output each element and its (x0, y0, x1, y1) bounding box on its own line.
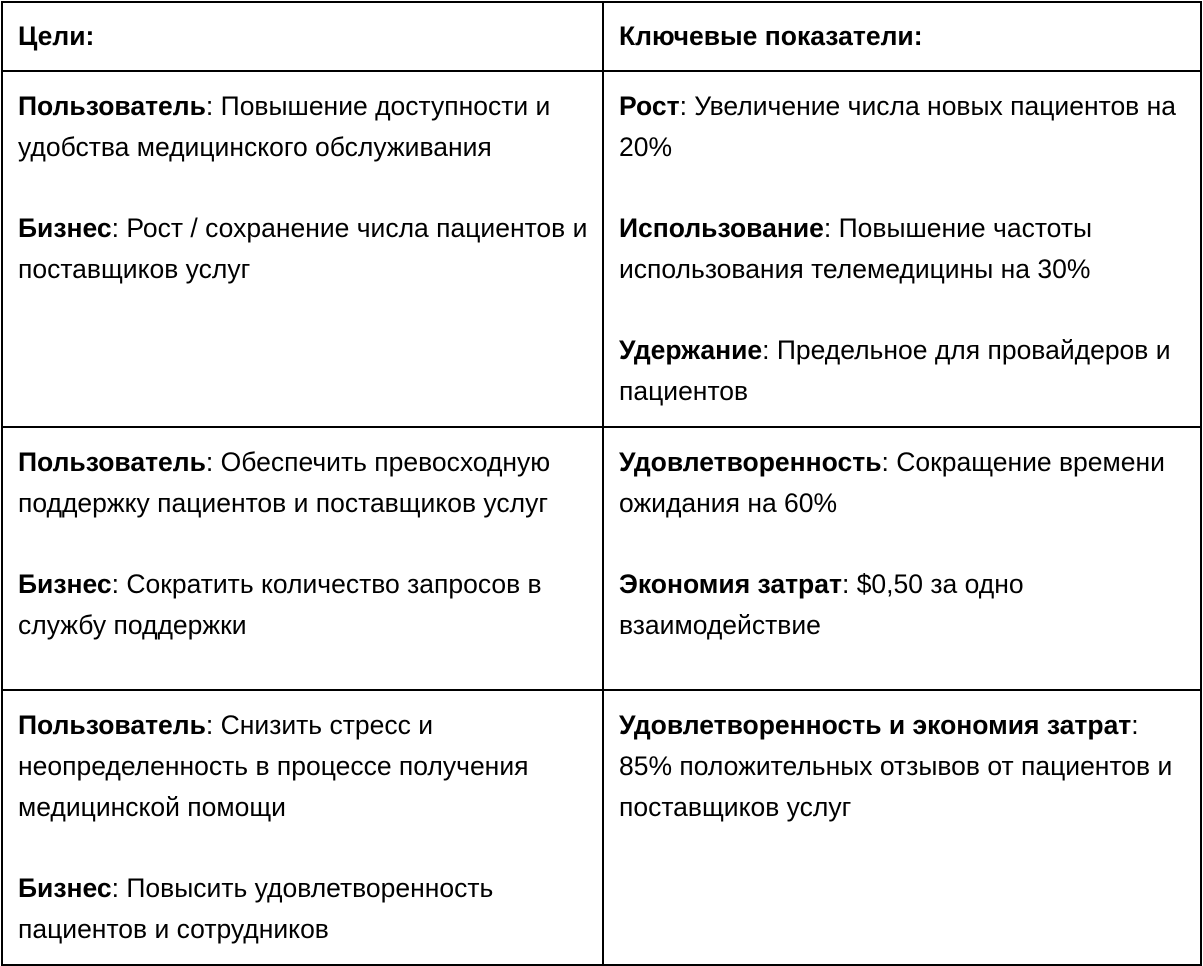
goal-label: Бизнес (18, 213, 112, 243)
metric-label: Рост (619, 91, 680, 121)
metrics-cell (603, 71, 1201, 427)
goal-entry (18, 86, 588, 168)
metric-text: : Сокращение времени ожидания на 60% (619, 447, 1165, 518)
table-row (2, 71, 1201, 427)
metrics-cell (603, 427, 1201, 690)
table-row (2, 690, 1201, 965)
goal-label: Бизнес (18, 873, 112, 903)
goal-text: : Рост / сохранение числа пациентов и поставщиков услуг (18, 213, 588, 284)
goal-entry (18, 564, 588, 646)
goal-label: Пользователь (18, 91, 206, 121)
metric-entry (619, 208, 1186, 290)
metric-label: Экономия затрат (619, 569, 842, 599)
goal-entry (18, 208, 588, 290)
table-row (2, 427, 1201, 690)
goal-text: : Повышение доступности и удобства медицинского обслуживания (18, 91, 551, 162)
goals-cell (2, 71, 603, 427)
metric-entry (619, 86, 1186, 168)
goal-entry (18, 442, 588, 524)
metric-label: Удержание (619, 335, 763, 365)
goals-cell (2, 427, 603, 690)
metrics-cell (603, 690, 1201, 965)
goal-label: Пользователь (18, 447, 206, 477)
goal-entry (18, 705, 588, 828)
goals-cell (2, 690, 603, 965)
metric-entry (619, 564, 1186, 646)
metric-text: : Повышение частоты использования телемедицины на 30% (619, 213, 1093, 284)
metric-entry (619, 705, 1186, 828)
goal-label: Пользователь (18, 710, 206, 740)
metric-entry (619, 442, 1186, 524)
metric-text: : $0,50 за одно взаимодействие (619, 569, 1024, 640)
metric-label: Удовлетворенность (619, 447, 882, 477)
goals-metrics-table (1, 1, 1202, 966)
metric-text: : 85% положительных отзывов от пациентов и поставщиков услуг (619, 710, 1173, 822)
metric-label: Использование (619, 213, 824, 243)
metric-text: : Предельное для провайдеров и пациентов (619, 335, 1171, 406)
goal-text: : Повысить удовлетворенность пациентов и сотрудников (18, 873, 494, 944)
header-row (2, 2, 1201, 71)
header-metrics: Ключевые показатели: (603, 2, 1201, 71)
goal-entry (18, 868, 588, 950)
metric-entry (619, 330, 1186, 412)
goal-text: : Обеспечить превосходную поддержку пациентов и поставщиков услуг (18, 447, 551, 518)
metric-text: : Увеличение числа новых пациентов на 20% (619, 91, 1177, 162)
goal-text: : Сократить количество запросов в службу поддержки (18, 569, 542, 640)
header-goals: Цели: (2, 2, 603, 71)
goal-label: Бизнес (18, 569, 112, 599)
goal-text: : Снизить стресс и неопределенность в процессе получения медицинской помощи (18, 710, 529, 822)
metric-label: Удовлетворенность и экономия затрат (619, 710, 1132, 740)
